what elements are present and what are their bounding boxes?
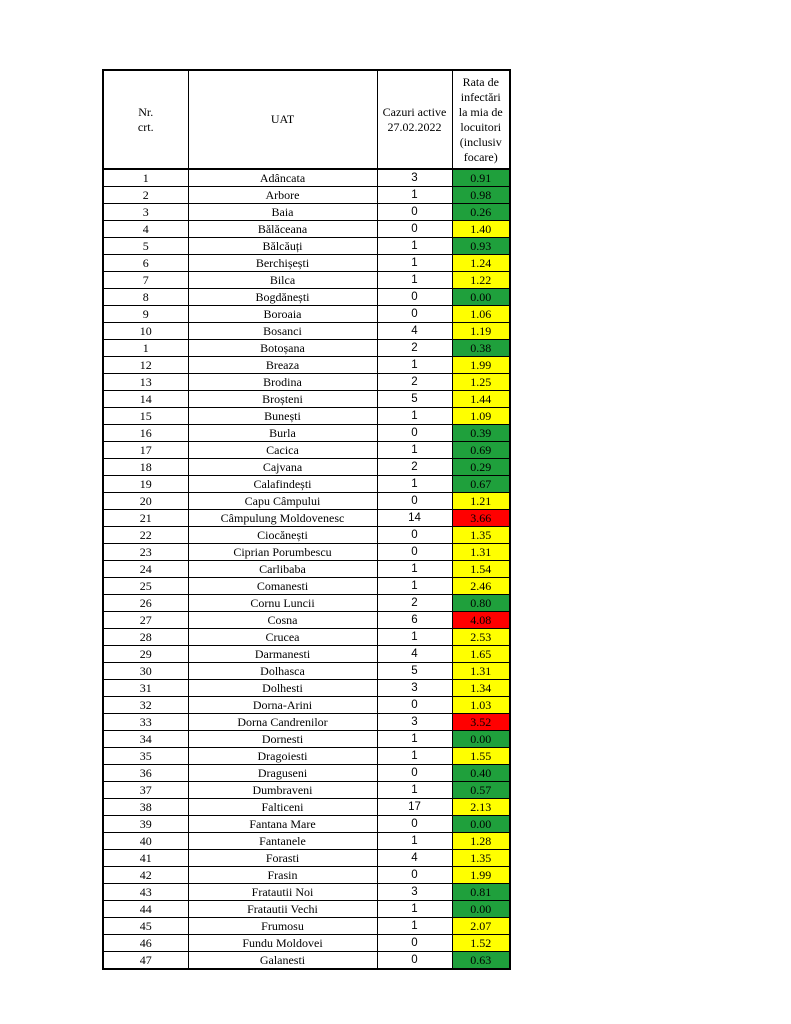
row-number-cell: 19	[103, 476, 188, 493]
row-number-cell: 43	[103, 884, 188, 901]
infection-rate-cell: 3.52	[452, 714, 510, 731]
table-row	[103, 816, 510, 833]
uat-name-cell: Dolhasca	[188, 663, 377, 680]
uat-name-cell: Botoșana	[188, 340, 377, 357]
active-cases-cell: 1	[377, 272, 452, 289]
infection-rate-cell: 4.08	[452, 612, 510, 629]
row-number-cell: 1	[103, 340, 188, 357]
uat-name-cell: Bogdănești	[188, 289, 377, 306]
infection-rate-cell: 0.29	[452, 459, 510, 476]
uat-name-cell: Broșteni	[188, 391, 377, 408]
table-row	[103, 306, 510, 323]
infection-rate-cell: 1.25	[452, 374, 510, 391]
row-number-cell: 34	[103, 731, 188, 748]
table-row	[103, 663, 510, 680]
uat-name-cell: Calafindești	[188, 476, 377, 493]
active-cases-cell: 0	[377, 289, 452, 306]
infection-rate-cell: 0.26	[452, 204, 510, 221]
active-cases-cell: 1	[377, 408, 452, 425]
table-row	[103, 561, 510, 578]
table-header-row	[103, 70, 510, 169]
infection-rate-cell: 1.28	[452, 833, 510, 850]
active-cases-cell: 0	[377, 867, 452, 884]
row-number-cell: 32	[103, 697, 188, 714]
row-number-cell: 37	[103, 782, 188, 799]
row-number-cell: 31	[103, 680, 188, 697]
infection-rate-cell: 0.00	[452, 289, 510, 306]
infection-rate-cell: 1.03	[452, 697, 510, 714]
infection-rate-cell: 1.99	[452, 867, 510, 884]
active-cases-cell: 0	[377, 221, 452, 238]
infection-rate-cell: 1.44	[452, 391, 510, 408]
active-cases-cell: 0	[377, 527, 452, 544]
row-number-cell: 45	[103, 918, 188, 935]
infection-rate-cell: 1.06	[452, 306, 510, 323]
infection-rate-cell: 0.38	[452, 340, 510, 357]
row-number-cell: 12	[103, 357, 188, 374]
row-number-cell: 39	[103, 816, 188, 833]
infection-rate-cell: 2.53	[452, 629, 510, 646]
active-cases-cell: 14	[377, 510, 452, 527]
table-row	[103, 867, 510, 884]
row-number-cell: 14	[103, 391, 188, 408]
infection-rate-cell: 0.93	[452, 238, 510, 255]
infection-rate-cell: 1.54	[452, 561, 510, 578]
row-number-cell: 38	[103, 799, 188, 816]
active-cases-cell: 3	[377, 714, 452, 731]
table-row	[103, 765, 510, 782]
active-cases-cell: 1	[377, 442, 452, 459]
infection-rate-cell: 1.40	[452, 221, 510, 238]
active-cases-cell: 1	[377, 782, 452, 799]
uat-name-cell: Darmanesti	[188, 646, 377, 663]
uat-name-cell: Fratautii Noi	[188, 884, 377, 901]
table-row	[103, 408, 510, 425]
infection-rate-cell: 1.35	[452, 527, 510, 544]
header-uat	[188, 70, 377, 169]
header-rate-line: (inclusiv	[459, 134, 502, 149]
active-cases-cell: 0	[377, 493, 452, 510]
active-cases-cell: 2	[377, 595, 452, 612]
active-cases-cell: 1	[377, 901, 452, 918]
active-cases-cell: 1	[377, 357, 452, 374]
table-row	[103, 323, 510, 340]
active-cases-cell: 1	[377, 833, 452, 850]
table-row	[103, 238, 510, 255]
active-cases-cell: 0	[377, 544, 452, 561]
active-cases-cell: 0	[377, 425, 452, 442]
uat-name-cell: Boroaia	[188, 306, 377, 323]
active-cases-cell: 3	[377, 169, 452, 187]
table-row	[103, 935, 510, 952]
infection-rate-cell: 1.22	[452, 272, 510, 289]
infection-rate-cell: 0.57	[452, 782, 510, 799]
row-number-cell: 23	[103, 544, 188, 561]
row-number-cell: 41	[103, 850, 188, 867]
uat-name-cell: Dumbraveni	[188, 782, 377, 799]
table-row	[103, 510, 510, 527]
active-cases-cell: 1	[377, 629, 452, 646]
table-row	[103, 731, 510, 748]
active-cases-cell: 17	[377, 799, 452, 816]
row-number-cell: 28	[103, 629, 188, 646]
uat-name-cell: Breaza	[188, 357, 377, 374]
header-rate-line: infectări	[460, 89, 501, 104]
table-row	[103, 578, 510, 595]
row-number-cell: 16	[103, 425, 188, 442]
infection-rate-cell: 2.07	[452, 918, 510, 935]
uat-name-cell: Dorna-Arini	[188, 697, 377, 714]
uat-name-cell: Baia	[188, 204, 377, 221]
table-row	[103, 680, 510, 697]
active-cases-cell: 5	[377, 663, 452, 680]
uat-name-cell: Dragoiesti	[188, 748, 377, 765]
row-number-cell: 21	[103, 510, 188, 527]
uat-name-cell: Dolhesti	[188, 680, 377, 697]
uat-name-cell: Cosna	[188, 612, 377, 629]
uat-name-cell: Carlibaba	[188, 561, 377, 578]
table-row	[103, 697, 510, 714]
uat-name-cell: Bunești	[188, 408, 377, 425]
uat-name-cell: Bălcăuți	[188, 238, 377, 255]
header-rate-line: Rata de	[462, 74, 499, 89]
table-row	[103, 629, 510, 646]
uat-name-cell: Brodina	[188, 374, 377, 391]
row-number-cell: 25	[103, 578, 188, 595]
infection-rate-cell: 0.80	[452, 595, 510, 612]
infection-rate-cell: 0.63	[452, 952, 510, 970]
row-number-cell: 18	[103, 459, 188, 476]
header-infection-rate	[452, 70, 510, 169]
infection-rate-cell: 2.13	[452, 799, 510, 816]
table-row	[103, 340, 510, 357]
uat-name-cell: Frasin	[188, 867, 377, 884]
uat-name-cell: Crucea	[188, 629, 377, 646]
infection-rate-cell: 0.81	[452, 884, 510, 901]
infection-rate-table	[102, 69, 511, 970]
table-row	[103, 714, 510, 731]
row-number-cell: 42	[103, 867, 188, 884]
row-number-cell: 33	[103, 714, 188, 731]
uat-name-cell: Ciprian Porumbescu	[188, 544, 377, 561]
table-row	[103, 952, 510, 970]
active-cases-cell: 1	[377, 187, 452, 204]
uat-name-cell: Fundu Moldovei	[188, 935, 377, 952]
header-rate-line: la mia de	[458, 104, 503, 119]
table-row	[103, 374, 510, 391]
row-number-cell: 46	[103, 935, 188, 952]
infection-rate-cell: 1.55	[452, 748, 510, 765]
active-cases-cell: 1	[377, 748, 452, 765]
uat-name-cell: Fantanele	[188, 833, 377, 850]
row-number-cell: 27	[103, 612, 188, 629]
row-number-cell: 47	[103, 952, 188, 970]
row-number-cell: 15	[103, 408, 188, 425]
active-cases-cell: 1	[377, 578, 452, 595]
table-row	[103, 833, 510, 850]
uat-name-cell: Fratautii Vechi	[188, 901, 377, 918]
infection-rate-cell: 1.24	[452, 255, 510, 272]
header-nr-line: Nr.	[138, 104, 154, 119]
table-row	[103, 169, 510, 187]
table-row	[103, 493, 510, 510]
infection-rate-cell: 0.98	[452, 187, 510, 204]
active-cases-cell: 2	[377, 374, 452, 391]
infection-rate-cell: 2.46	[452, 578, 510, 595]
row-number-cell: 1	[103, 169, 188, 187]
uat-name-cell: Fantana Mare	[188, 816, 377, 833]
uat-name-cell: Bălăceana	[188, 221, 377, 238]
uat-name-cell: Adâncata	[188, 169, 377, 187]
header-uat-label: UAT	[270, 112, 295, 126]
infection-rate-cell: 1.31	[452, 544, 510, 561]
infection-rate-cell: 0.67	[452, 476, 510, 493]
header-active-cases	[377, 70, 452, 169]
uat-name-cell: Dorna Candrenilor	[188, 714, 377, 731]
table-row	[103, 459, 510, 476]
uat-name-cell: Cornu Luncii	[188, 595, 377, 612]
active-cases-cell: 1	[377, 476, 452, 493]
row-number-cell: 30	[103, 663, 188, 680]
table-row	[103, 544, 510, 561]
uat-name-cell: Forasti	[188, 850, 377, 867]
active-cases-cell: 3	[377, 884, 452, 901]
header-cases-line: 27.02.2022	[387, 119, 442, 134]
table-row	[103, 204, 510, 221]
active-cases-cell: 4	[377, 646, 452, 663]
row-number-cell: 22	[103, 527, 188, 544]
active-cases-cell: 0	[377, 952, 452, 970]
row-number-cell: 24	[103, 561, 188, 578]
infection-rate-cell: 1.09	[452, 408, 510, 425]
infection-rate-cell: 0.39	[452, 425, 510, 442]
table-row	[103, 187, 510, 204]
table-row	[103, 476, 510, 493]
uat-name-cell: Dornesti	[188, 731, 377, 748]
row-number-cell: 3	[103, 204, 188, 221]
uat-name-cell: Capu Câmpului	[188, 493, 377, 510]
table-row	[103, 391, 510, 408]
active-cases-cell: 1	[377, 918, 452, 935]
row-number-cell: 10	[103, 323, 188, 340]
active-cases-cell: 2	[377, 459, 452, 476]
infection-rate-cell: 1.31	[452, 663, 510, 680]
infection-rate-cell: 0.00	[452, 901, 510, 918]
infection-rate-cell: 1.35	[452, 850, 510, 867]
header-rate-line: locuitori	[460, 119, 502, 134]
infection-rate-cell: 0.40	[452, 765, 510, 782]
table-row	[103, 221, 510, 238]
active-cases-cell: 0	[377, 204, 452, 221]
active-cases-cell: 1	[377, 255, 452, 272]
row-number-cell: 20	[103, 493, 188, 510]
uat-name-cell: Burla	[188, 425, 377, 442]
header-cases-line: Cazuri active	[382, 104, 447, 119]
uat-name-cell: Falticeni	[188, 799, 377, 816]
header-nr-line: crt.	[137, 119, 154, 134]
table-row	[103, 442, 510, 459]
table-row	[103, 918, 510, 935]
infection-rate-cell: 0.00	[452, 731, 510, 748]
active-cases-cell: 0	[377, 697, 452, 714]
row-number-cell: 35	[103, 748, 188, 765]
table-row	[103, 272, 510, 289]
infection-rate-cell: 1.19	[452, 323, 510, 340]
table-row	[103, 255, 510, 272]
row-number-cell: 9	[103, 306, 188, 323]
table-row	[103, 646, 510, 663]
row-number-cell: 2	[103, 187, 188, 204]
table-row	[103, 595, 510, 612]
active-cases-cell: 1	[377, 238, 452, 255]
table-row	[103, 425, 510, 442]
uat-name-cell: Bilca	[188, 272, 377, 289]
active-cases-cell: 1	[377, 561, 452, 578]
row-number-cell: 44	[103, 901, 188, 918]
row-number-cell: 6	[103, 255, 188, 272]
active-cases-cell: 0	[377, 765, 452, 782]
uat-name-cell: Cajvana	[188, 459, 377, 476]
row-number-cell: 7	[103, 272, 188, 289]
table-row	[103, 612, 510, 629]
infection-rate-cell: 1.99	[452, 357, 510, 374]
uat-name-cell: Comanesti	[188, 578, 377, 595]
table-row	[103, 799, 510, 816]
row-number-cell: 13	[103, 374, 188, 391]
row-number-cell: 36	[103, 765, 188, 782]
table-row	[103, 527, 510, 544]
table-row	[103, 289, 510, 306]
active-cases-cell: 3	[377, 680, 452, 697]
header-nr	[103, 70, 188, 169]
table-row	[103, 357, 510, 374]
uat-name-cell: Galanesti	[188, 952, 377, 970]
table-row	[103, 884, 510, 901]
table-body	[103, 169, 510, 969]
active-cases-cell: 6	[377, 612, 452, 629]
active-cases-cell: 0	[377, 816, 452, 833]
infection-rate-cell: 1.65	[452, 646, 510, 663]
uat-name-cell: Câmpulung Moldovenesc	[188, 510, 377, 527]
uat-name-cell: Arbore	[188, 187, 377, 204]
active-cases-cell: 2	[377, 340, 452, 357]
active-cases-cell: 1	[377, 731, 452, 748]
table-row	[103, 850, 510, 867]
infection-rate-cell: 0.00	[452, 816, 510, 833]
active-cases-cell: 0	[377, 306, 452, 323]
infection-rate-cell: 0.91	[452, 169, 510, 187]
header-rate-line: focare)	[463, 149, 498, 164]
infection-rate-cell: 1.34	[452, 680, 510, 697]
row-number-cell: 4	[103, 221, 188, 238]
active-cases-cell: 4	[377, 323, 452, 340]
row-number-cell: 5	[103, 238, 188, 255]
uat-name-cell: Berchișești	[188, 255, 377, 272]
row-number-cell: 29	[103, 646, 188, 663]
table-row	[103, 748, 510, 765]
row-number-cell: 8	[103, 289, 188, 306]
infection-rate-cell: 1.52	[452, 935, 510, 952]
active-cases-cell: 0	[377, 935, 452, 952]
active-cases-cell: 5	[377, 391, 452, 408]
uat-name-cell: Frumosu	[188, 918, 377, 935]
infection-rate-cell: 3.66	[452, 510, 510, 527]
uat-name-cell: Bosanci	[188, 323, 377, 340]
table-row	[103, 901, 510, 918]
active-cases-cell: 4	[377, 850, 452, 867]
row-number-cell: 40	[103, 833, 188, 850]
uat-name-cell: Draguseni	[188, 765, 377, 782]
row-number-cell: 17	[103, 442, 188, 459]
uat-name-cell: Ciocănești	[188, 527, 377, 544]
uat-name-cell: Cacica	[188, 442, 377, 459]
infection-rate-cell: 1.21	[452, 493, 510, 510]
infection-rate-cell: 0.69	[452, 442, 510, 459]
row-number-cell: 26	[103, 595, 188, 612]
table-row	[103, 782, 510, 799]
